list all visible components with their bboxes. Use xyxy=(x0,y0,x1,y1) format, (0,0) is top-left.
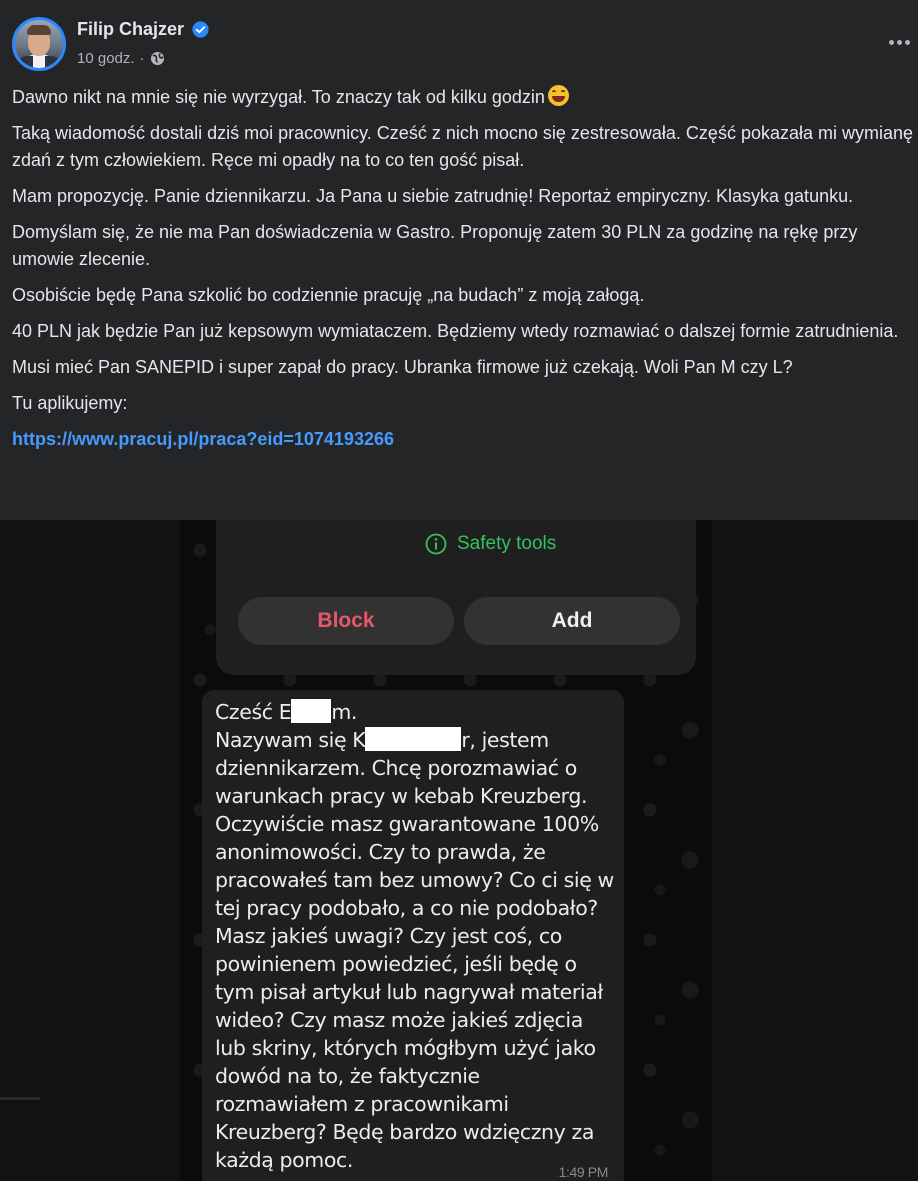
verified-badge-icon xyxy=(192,21,209,38)
safety-tools-label: Safety tools xyxy=(457,533,557,554)
post-paragraph: Dawno nikt na mnie się nie wyrzygał. To znaczy tak od kilku godzin xyxy=(12,84,918,111)
message-line: każdą pomoc. xyxy=(215,1148,353,1172)
post-paragraph: Musi mieć Pan SANEPID i super zapał do pracy. Ubranka firmowe już czekają. Woli Pan M czy L? xyxy=(12,357,793,377)
message-line: Oczywiście masz gwarantowane 100% xyxy=(215,812,599,836)
author-avatar[interactable] xyxy=(12,17,66,71)
job-offer-link[interactable]: https://www.pracuj.pl/praca?eid=1074193266 xyxy=(12,429,394,449)
author-name[interactable]: Filip Chajzer xyxy=(77,19,185,39)
post-link-paragraph xyxy=(12,426,918,453)
background-strip xyxy=(0,520,180,1181)
message-line: Kreuzberg? Będę bardzo wdzięczny za xyxy=(215,1120,595,1144)
post-author[interactable] xyxy=(77,19,209,40)
message-line: anonimowości. Czy to prawda, że xyxy=(215,840,546,864)
redaction-box xyxy=(365,727,461,751)
message-line: pracowałeś tam bez umowy? Co ci się w xyxy=(215,868,614,892)
post-meta xyxy=(77,50,165,67)
safety-tools-link[interactable] xyxy=(425,533,556,555)
globe-icon[interactable] xyxy=(150,51,165,66)
more-options-button[interactable] xyxy=(884,30,914,54)
message-bubble xyxy=(202,690,624,1181)
more-dot xyxy=(905,40,910,45)
info-icon xyxy=(425,533,447,555)
divider xyxy=(0,1097,40,1100)
post-paragraph: Domyślam się, że nie ma Pan doświadczenia w Gastro. Proponuję zatem 30 PLN za godzinę na rękę przy umowie zlecenie. xyxy=(12,222,858,269)
message-line: warunkach pracy w kebab Kreuzberg. xyxy=(215,784,588,808)
redaction-box xyxy=(291,699,331,723)
post-time[interactable]: 10 godz. xyxy=(77,50,135,67)
more-dot xyxy=(889,40,894,45)
attached-chat-screenshot[interactable] xyxy=(180,520,712,1181)
block-button[interactable]: Block xyxy=(238,597,454,645)
facebook-post xyxy=(0,0,918,520)
background-strip xyxy=(712,520,918,1181)
post-paragraph: 40 PLN jak będzie Pan już kepsowym wymiataczem. Będziemy wtedy rozmawiać o dalszej formie zatrudnienia. xyxy=(12,321,899,341)
laughing-emoji-icon xyxy=(548,85,569,106)
message-line: dziennikarzem. Chcę porozmawiać o xyxy=(215,756,577,780)
post-paragraph: Mam propozycję. Panie dziennikarzu. Ja Pana u siebie zatrudnię! Reportaż empiryczny. Klasyka gatunku. xyxy=(12,186,854,206)
message-line: wideo? Czy masz może jakieś zdjęcia xyxy=(215,1008,583,1032)
post-paragraph: Tu aplikujemy: xyxy=(12,393,128,413)
message-line: powinienem powiedzieć, jeśli będę o xyxy=(215,952,577,976)
message-line: rozmawiałem z pracownikami xyxy=(215,1092,509,1116)
message-line: Nazywam się K r, jestem xyxy=(215,728,549,752)
post-paragraph: Osobiście będę Pana szkolić bo codziennie pracuję „na budach” z moją załogą. xyxy=(12,285,645,305)
message-line: dowód na to, że faktycznie xyxy=(215,1064,480,1088)
message-line: tej pracy podobało, a co nie podobało? xyxy=(215,896,598,920)
contact-card xyxy=(216,520,696,675)
message-line: Cześć E m. xyxy=(215,700,357,724)
meta-separator: · xyxy=(139,50,145,67)
post-text xyxy=(12,84,918,462)
post-paragraph: Taką wiadomość dostali dziś moi pracownicy. Cześć z nich mocno się zestresowała. Część pokazała mi wymianę zdań z tym człowiekiem. Ręce mi opadły na to co ten gość pisał. xyxy=(12,123,914,170)
message-time: 1:49 PM xyxy=(558,1164,608,1180)
more-dot xyxy=(897,40,902,45)
add-button[interactable]: Add xyxy=(464,597,680,645)
message-line: lub skriny, których mógłbym użyć jako xyxy=(215,1036,596,1060)
message-line: Masz jakieś uwagi? Czy jest coś, co xyxy=(215,924,562,948)
message-line: tym pisał artykuł lub nagrywał materiał xyxy=(215,980,603,1004)
